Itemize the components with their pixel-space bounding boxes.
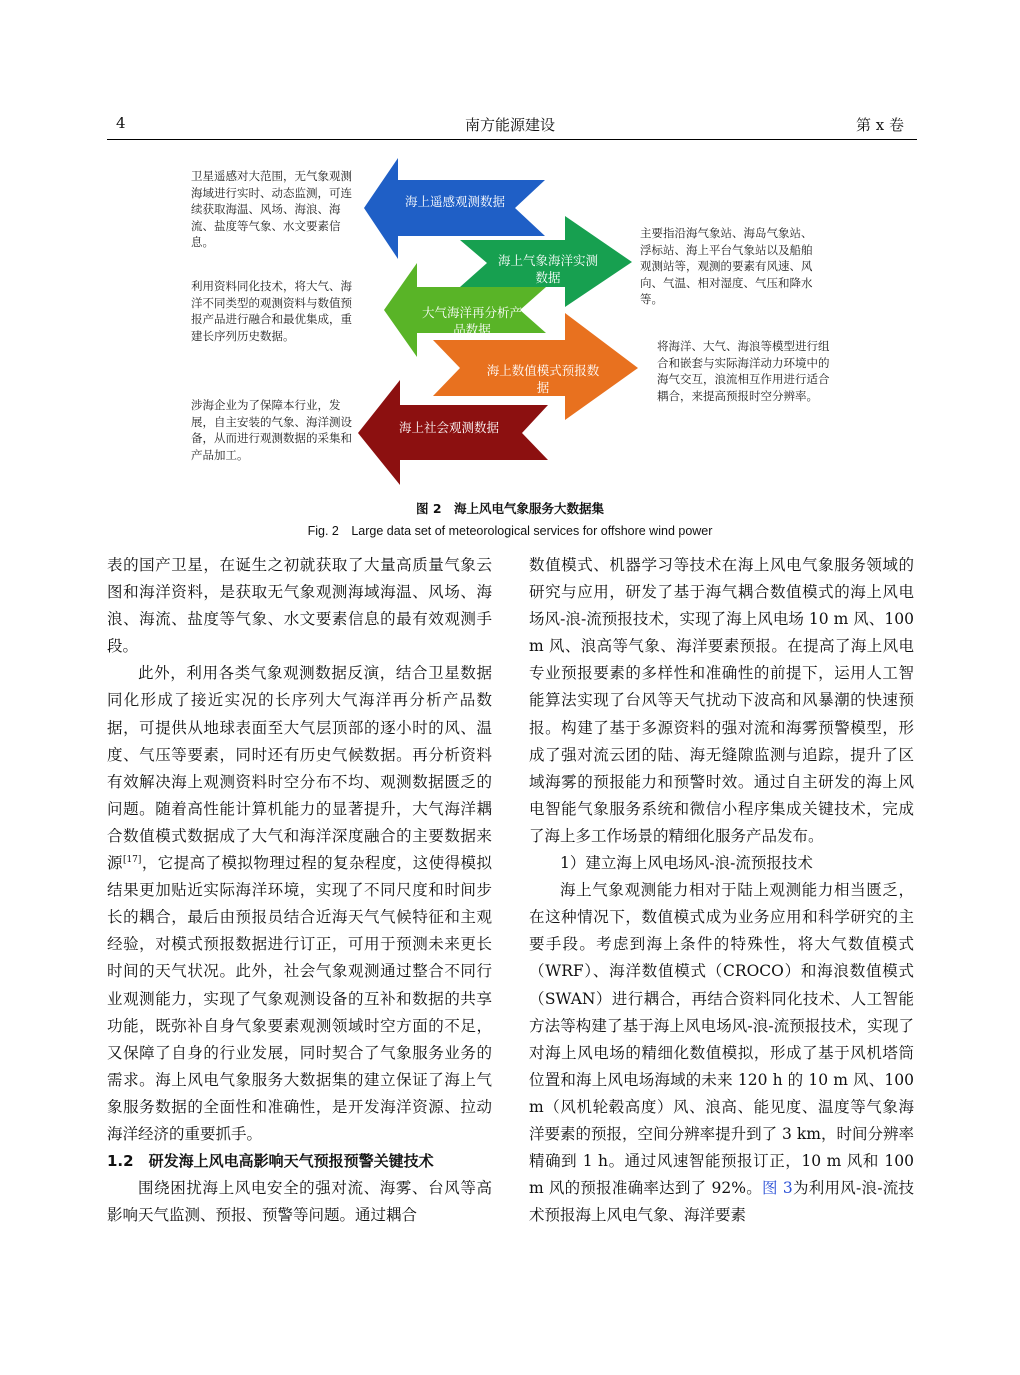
arrow-model-label: 海上数值模式预报数据 [486,363,600,395]
left-paragraph-3: 围绕困扰海上风电安全的强对流、海雾、台风等高影响天气监测、预报、预警等问题。通过耦合 [107,1179,492,1225]
big-data-figure [0,0,1020,500]
desc-remote-sensing: 卫星遥感对大范围，无气象观测海域进行实时、动态监测，可连续获取海温、风场、海浪、海流、盐度等气象、水文要素信息。 [191,169,352,249]
arrow-remote-label: 海上遥感观测数据 [404,194,505,209]
left-paragraph-2: 此外，利用各类气象观测数据反演，结合卫星数据同化形成了接近实况的长序列大气海洋再分析产品数据，可提供从地球表面至大气层顶部的逐小时的风、温度、气压等要素，同时还有历史气候数据。再分析资料有效解决海上观测资料时空分布不均、观测数据匮乏的问题。随着高性能计算机能力的显著提升，大气海洋耦合数值模式数据成了大气和海洋深度融合的主要数据来源[17]，它提高了模拟物理过程的复杂程度，这使得模拟结果更加贴近实际海洋环境，实现了不同尺度和时间步长的耦合，最后由预报员结合近海天气气候特征和主观经验，对模式预报数据进行订正，可用于预测未来更长时间的天气状况。此外，社会气象观测通过整合不同行业观测能力，实现了气象观测设备的互补和数据的共享功能，既弥补自身气象要素观测领域时空方面的不足，又保障了自身的行业发展，同时契合了气象服务业务的需求。海上风电气象服务大数据集的建立保证了海上气象服务数据的全面性和准确性，是开发海洋资源、拉动海洋经济的重要抓手。 [107,664,492,1143]
desc-reanalysis: 利用资料同化技术，将大气、海洋不同类型的观测资料与数值预报产品进行融合和最优集成，重建长序列历史数据。 [191,279,352,343]
page-number: 4 [116,114,126,132]
journal-title: 南方能源建设 [464,116,555,134]
arrow-reanalysis-label: 大气海洋再分析产品数据 [421,305,522,337]
desc-model-forecast: 将海洋、大气、海浪等模型进行组合和嵌套与实际海洋动力环境中的海气交互，浪流相互作用进行适合耦合，来提高预报时空分辨率。 [657,339,830,403]
right-paragraph-2: 海上气象观测能力相对于陆上观测能力相当匮乏，在这种情况下，数值模式成为业务应用和科学研究的主要手段。考虑到海上条件的特殊性，将大气数值模式（WRF）、海洋数值模式（CROCO）和海浪数值模式（SWAN）进行耦合，再结合资料同化技术、人工智能方法等构建了基于海上风电场风-浪-流预报技术，实现了对海上风电场的精细化数值模拟，形成了基于风机塔筒位置和海上风电场海域的未来 120 h 的 10 m 风、100 m（风机轮毂高度）风、浪高、能见度、温度等气象海洋要素的预报，空间分辨率提升到了 3 km，时间分辨率精确到 1 h。通过风速智能预报订正，10 m 风和 100 m 风的预报准确率达到了 92%。图 3为利用风-浪-流技术预报海上风电气象、海洋要素 [529,881,914,1225]
desc-measured-data: 主要指沿海气象站、海岛气象站、浮标站、海上平台气象站以及船舶观测站等，观测的要素有风速、风向、气温、相对湿度、气压和降水等。 [640,226,813,306]
citation-ref[interactable]: [17] [122,854,142,865]
figure-caption-cn: 图 2 海上风电气象服务大数据集 [415,501,605,516]
right-paragraph-1: 数值模式、机器学习等技术在海上风电气象服务领域的研究与应用，研发了基于海气耦合数值模式的海上风电场风-浪-流预报技术，实现了海上风电场 10 m 风、100 m 风、浪高等气象、海洋要素预报。在提高了海上风电专业预报要素的多样性和准确性的前提下，运用人工智能算法实现了台风等天气扰动下波高和风暴潮的快速预报。构建了基于多源资料的强对流和海雾预警模型，形成了强对流云团的陆、海无缝隙监测与追踪，提升了区域海雾的预报能力和预警时效。通过自主研发的海上风电智能气象服务系统和微信小程序集成关键技术，完成了海上多工作场景的精细化服务产品发布。 [529,556,914,845]
figure-3-link[interactable]: 图 3 [761,1179,793,1198]
volume-label: 第 x 卷 [856,116,904,134]
right-column [529,552,914,1229]
figure-caption-en: Fig. 2 Large data set of meteorological services for offshore wind power [307,524,713,538]
section-heading: 1.2 研发海上风电高影响天气预报预警关键技术 [107,1152,434,1171]
arrow-social-label: 海上社会观测数据 [398,420,499,435]
desc-social-observation: 涉海企业为了保障本行业，发展，自主安装的气象、海洋测设备，从而进行观测数据的采集和产品加工。 [191,398,352,462]
arrow-measured-label: 海上气象海洋实测数据 [497,253,598,285]
subsection-heading: 1）建立海上风电场风-浪-流预报技术 [560,854,813,873]
left-column [107,552,492,1229]
left-paragraph-1: 表的国产卫星，在诞生之初就获取了大量高质量气象云图和海洋资料，是获取无气象观测海域海温、风场、海浪、海流、盐度等气象、水文要素信息的最有效观测手段。 [107,556,492,656]
